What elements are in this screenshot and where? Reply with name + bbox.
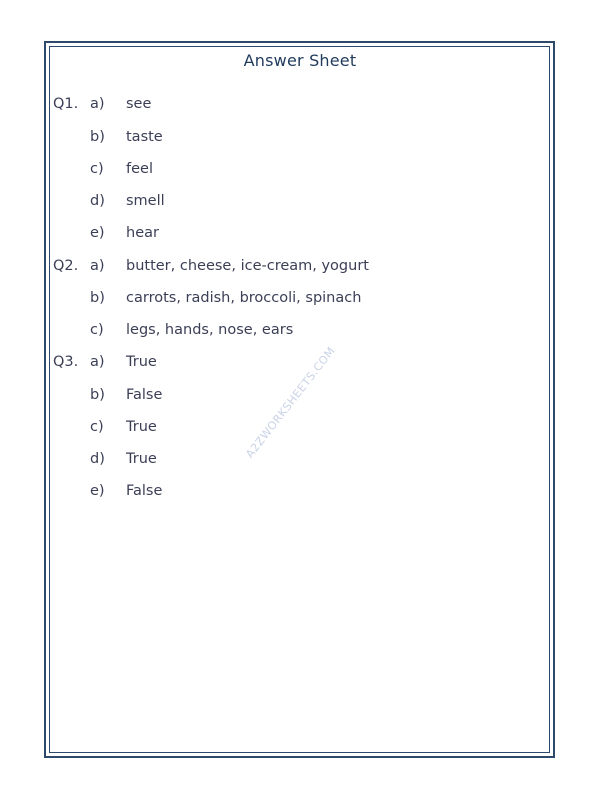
question-number: Q3. [53,354,79,370]
answer-text: hear [126,225,159,241]
answer-text: False [126,483,163,499]
question-number: Q2. [53,258,79,274]
answer-text: False [126,387,163,403]
option-letter: a) [90,354,105,370]
option-letter: e) [90,225,105,241]
watermark: A2ZWORKSHEETS.COM [243,344,338,461]
question-number: Q1. [53,96,79,112]
answer-text: True [126,419,157,435]
answer-text: butter, cheese, ice-cream, yogurt [126,258,369,274]
answer-text: legs, hands, nose, ears [126,322,294,338]
option-letter: b) [90,387,105,403]
answer-text: carrots, radish, broccoli, spinach [126,290,362,306]
answer-text: True [126,354,157,370]
option-letter: c) [90,419,104,435]
answer-text: smell [126,193,165,209]
option-letter: d) [90,193,105,209]
page-title: Answer Sheet [243,51,357,70]
option-letter: d) [90,451,105,467]
answer-text: feel [126,161,153,177]
option-letter: e) [90,483,105,499]
option-letter: c) [90,322,104,338]
answer-text: True [126,451,157,467]
option-letter: b) [90,129,105,145]
option-letter: a) [90,258,105,274]
option-letter: a) [90,96,105,112]
answer-text: taste [126,129,163,145]
option-letter: b) [90,290,105,306]
option-letter: c) [90,161,104,177]
answer-text: see [126,96,152,112]
